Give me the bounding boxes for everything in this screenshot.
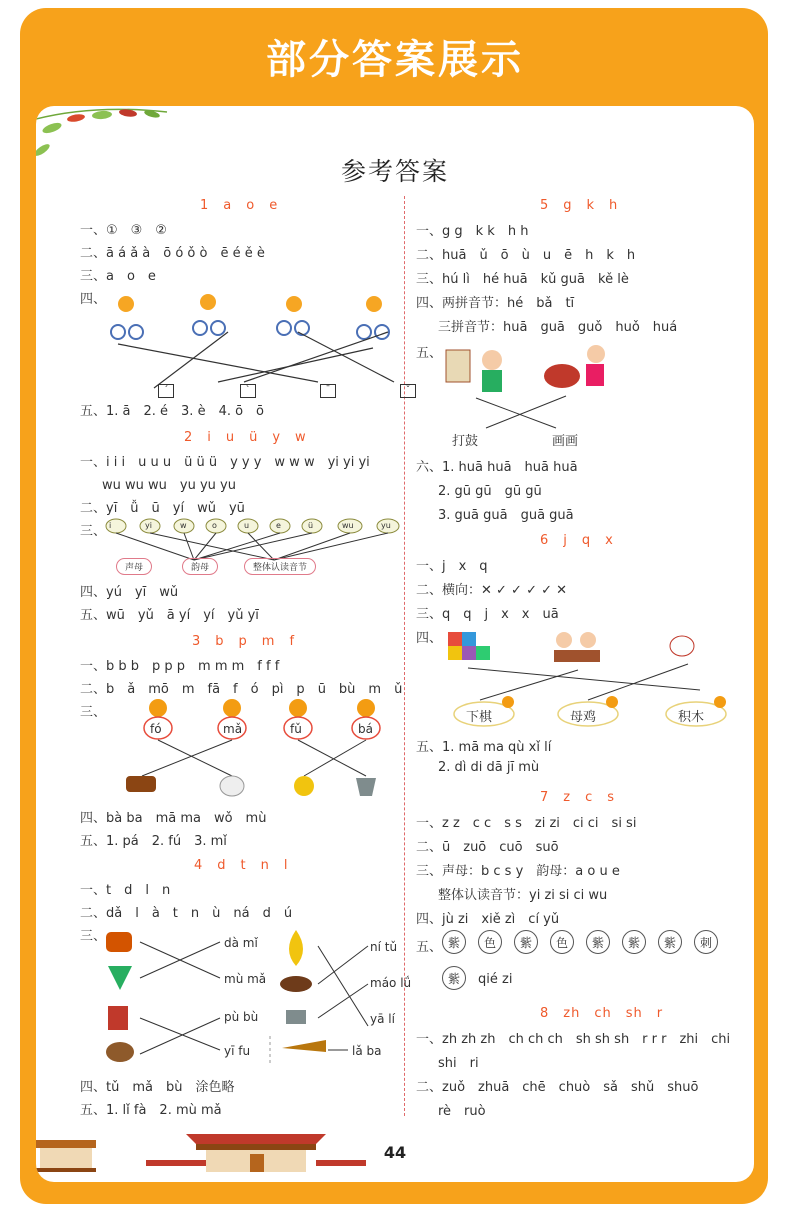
right-column [416,106,754,1182]
ring-label: ü [308,521,314,530]
answer-line: 五、1. pá 2. fú 3. mǐ [80,834,227,849]
answer-line: 二、zuǒ zhuā chē chuò sǎ shǔ shuō [416,1080,699,1095]
pinyin-word: dà mǐ [224,936,258,950]
cyclist-matching-figure [98,290,398,395]
picture-matching-figure [100,926,410,1066]
answer-line: shi ri [438,1056,479,1071]
tone-box: ˉ [320,384,336,398]
doc-title: 参考答案 [340,157,449,186]
answer-line: 四、yú yī wǔ [80,585,179,600]
answer-line: qié zi [478,972,513,987]
ring-label: wu [342,521,354,530]
section-4-title: 4 d t n l [194,858,289,873]
page-number: 44 [383,1143,407,1162]
answer-line: 三、a o e [80,269,156,284]
answer-line: 2. gū gū gū gū [438,484,542,499]
tiger-label: mǎ [223,722,243,736]
answer-line: 一、i i i u u u ü ü ü y y y w w w yi yi yi [80,455,370,470]
left-column [80,106,420,1182]
answer-line: 五、 [416,940,443,955]
tag-consonant: 声母 [116,558,152,575]
answer-line: 三、hú lì hé huā kǔ guā kě lè [416,272,629,287]
answer-line: 一、① ③ ② [80,223,167,238]
answer-line: 五、1. lǐ fà 2. mù mǎ [80,1103,222,1118]
tag-vowel: 韵母 [182,558,218,575]
section-6-title: 6 j q x [540,533,614,548]
answer-line: 三、声母：b c s y 韵母：a o u e [416,864,620,879]
answer-line: 三、 [80,929,107,944]
section-2-title: 2 i u ü y w [184,430,307,445]
tiger-matching-figure [120,698,400,804]
ring-label: i [109,521,112,530]
tag-whole-syllable: 整体认读音节 [244,558,316,575]
answer-line: 三、 [80,705,107,720]
answer-line: 四、jù zi xiě zì cí yǔ [416,912,560,927]
picture-word: 积木 [678,710,705,725]
answer-line: 五、1. mā ma qù xǐ lí [416,740,552,755]
answer-line: 一、t d l n [80,883,171,898]
answer-line: 一、b b b p p p m m m f f f [80,659,280,674]
answer-line: 六、1. huā huā huā huā [416,460,578,475]
section-7-title: 7 z c s [540,790,616,805]
ring-label: yi [145,521,152,530]
pinyin-word: lǎ ba [352,1044,382,1058]
ring-matching-figure [104,518,404,578]
answer-line: 二、ā á ǎ à ō ó ǒ ò ē é ě è [80,246,265,261]
answer-line: 一、z z c c s s zi zi ci ci si si [416,816,637,831]
answer-page [36,106,754,1182]
answer-line: 二、yī ǚ ū yí wǔ yū [80,501,245,516]
answer-line: 一、zh zh zh ch ch ch sh sh sh r r r zhi chi [416,1032,731,1047]
answer-line: 四、 [416,631,443,646]
section-5-title: 5 g k h [540,198,619,213]
answer-line: 二、b ǎ mō m fā f ó pì p ū bù m ǔ [80,682,403,697]
circled-last [442,966,478,990]
answer-line: 一、g g k k h h [416,224,529,239]
section-8-title: 8 zh ch sh r [540,1006,664,1021]
tone-box: ˊ [158,384,174,398]
circled-char: 紫 [586,930,610,954]
answer-line: 五、wū yǔ ā yí yí yǔ yī [80,608,259,623]
pinyin-word: máo lǘ [370,976,412,990]
ring-label: o [212,521,217,530]
pinyin-word: ní tǔ [370,940,398,954]
answer-line: wu wu wu yu yu yu [102,478,236,493]
answer-line: 三、q q j x x uā [416,607,559,622]
answer-line: 四、bà ba mā ma wǒ mù [80,811,267,826]
picture-word: 画画 [552,434,579,449]
picture-word: 下棋 [466,710,493,725]
banner-title: 部分答案展示 [266,37,524,83]
pinyin-word: yī fu [224,1044,251,1058]
circled-char: 色 [550,930,574,954]
circled-char: 紫 [442,966,466,990]
answer-line: 二、ū zuō cuō suō [416,840,559,855]
circled-char: 紫 [622,930,646,954]
answer-line: 整体认读音节：yi zi si ci wu [438,888,608,903]
answer-line: 四、 [80,292,107,307]
picture-word: 母鸡 [570,710,597,725]
answer-line: 三、 [80,524,107,539]
answer-line: 一、j x q [416,559,488,574]
tiger-label: bá [358,722,373,736]
circled-char: 刺 [694,930,718,954]
tiger-label: fó [150,722,162,736]
ring-label: w [180,521,187,530]
drum-painting-figure [436,342,636,432]
picture-word: 打鼓 [452,434,479,449]
pinyin-word: pù bù [224,1010,259,1024]
answer-line: 四、tǔ mǎ bù 涂色略 [80,1080,235,1095]
answer-line: 五、 [416,346,443,361]
answer-line: 二、dǎ l à t n ù ná d ú [80,906,293,921]
answer-line: 2. dì di dā jī mù [438,760,540,775]
circled-char: 紫 [442,930,466,954]
ring-label: yu [381,521,391,530]
tiger-label: fǔ [290,722,302,736]
answer-line: 二、横向：✕ ✓ ✓ ✓ ✓ ✕ [416,583,568,598]
answer-line: rè ruò [438,1104,486,1119]
ring-label: e [276,521,281,530]
answer-line: 3. guā guā guā guā [438,508,574,523]
ring-label: u [244,521,250,530]
answer-line: 三拼音节：huā guā guǒ huǒ huá [438,320,678,335]
circled-char: 紫 [658,930,682,954]
answer-line: 五、1. ā 2. é 3. è 4. ō ō [80,404,265,419]
section-3-title: 3 b p m f [192,634,296,649]
pinyin-word: mù mǎ [224,972,267,986]
tone-box: ˇ [400,384,416,398]
answer-line: 二、huā ǔ ō ù u ē h k h [416,248,636,263]
circled-char: 色 [478,930,502,954]
answer-line: 四、两拼音节：hé bǎ tī [416,296,575,311]
section-1-title: 1 a o e [200,198,279,213]
circled-char: 紫 [514,930,538,954]
tone-box: ˋ [240,384,256,398]
pinyin-word: yā lí [370,1012,395,1026]
